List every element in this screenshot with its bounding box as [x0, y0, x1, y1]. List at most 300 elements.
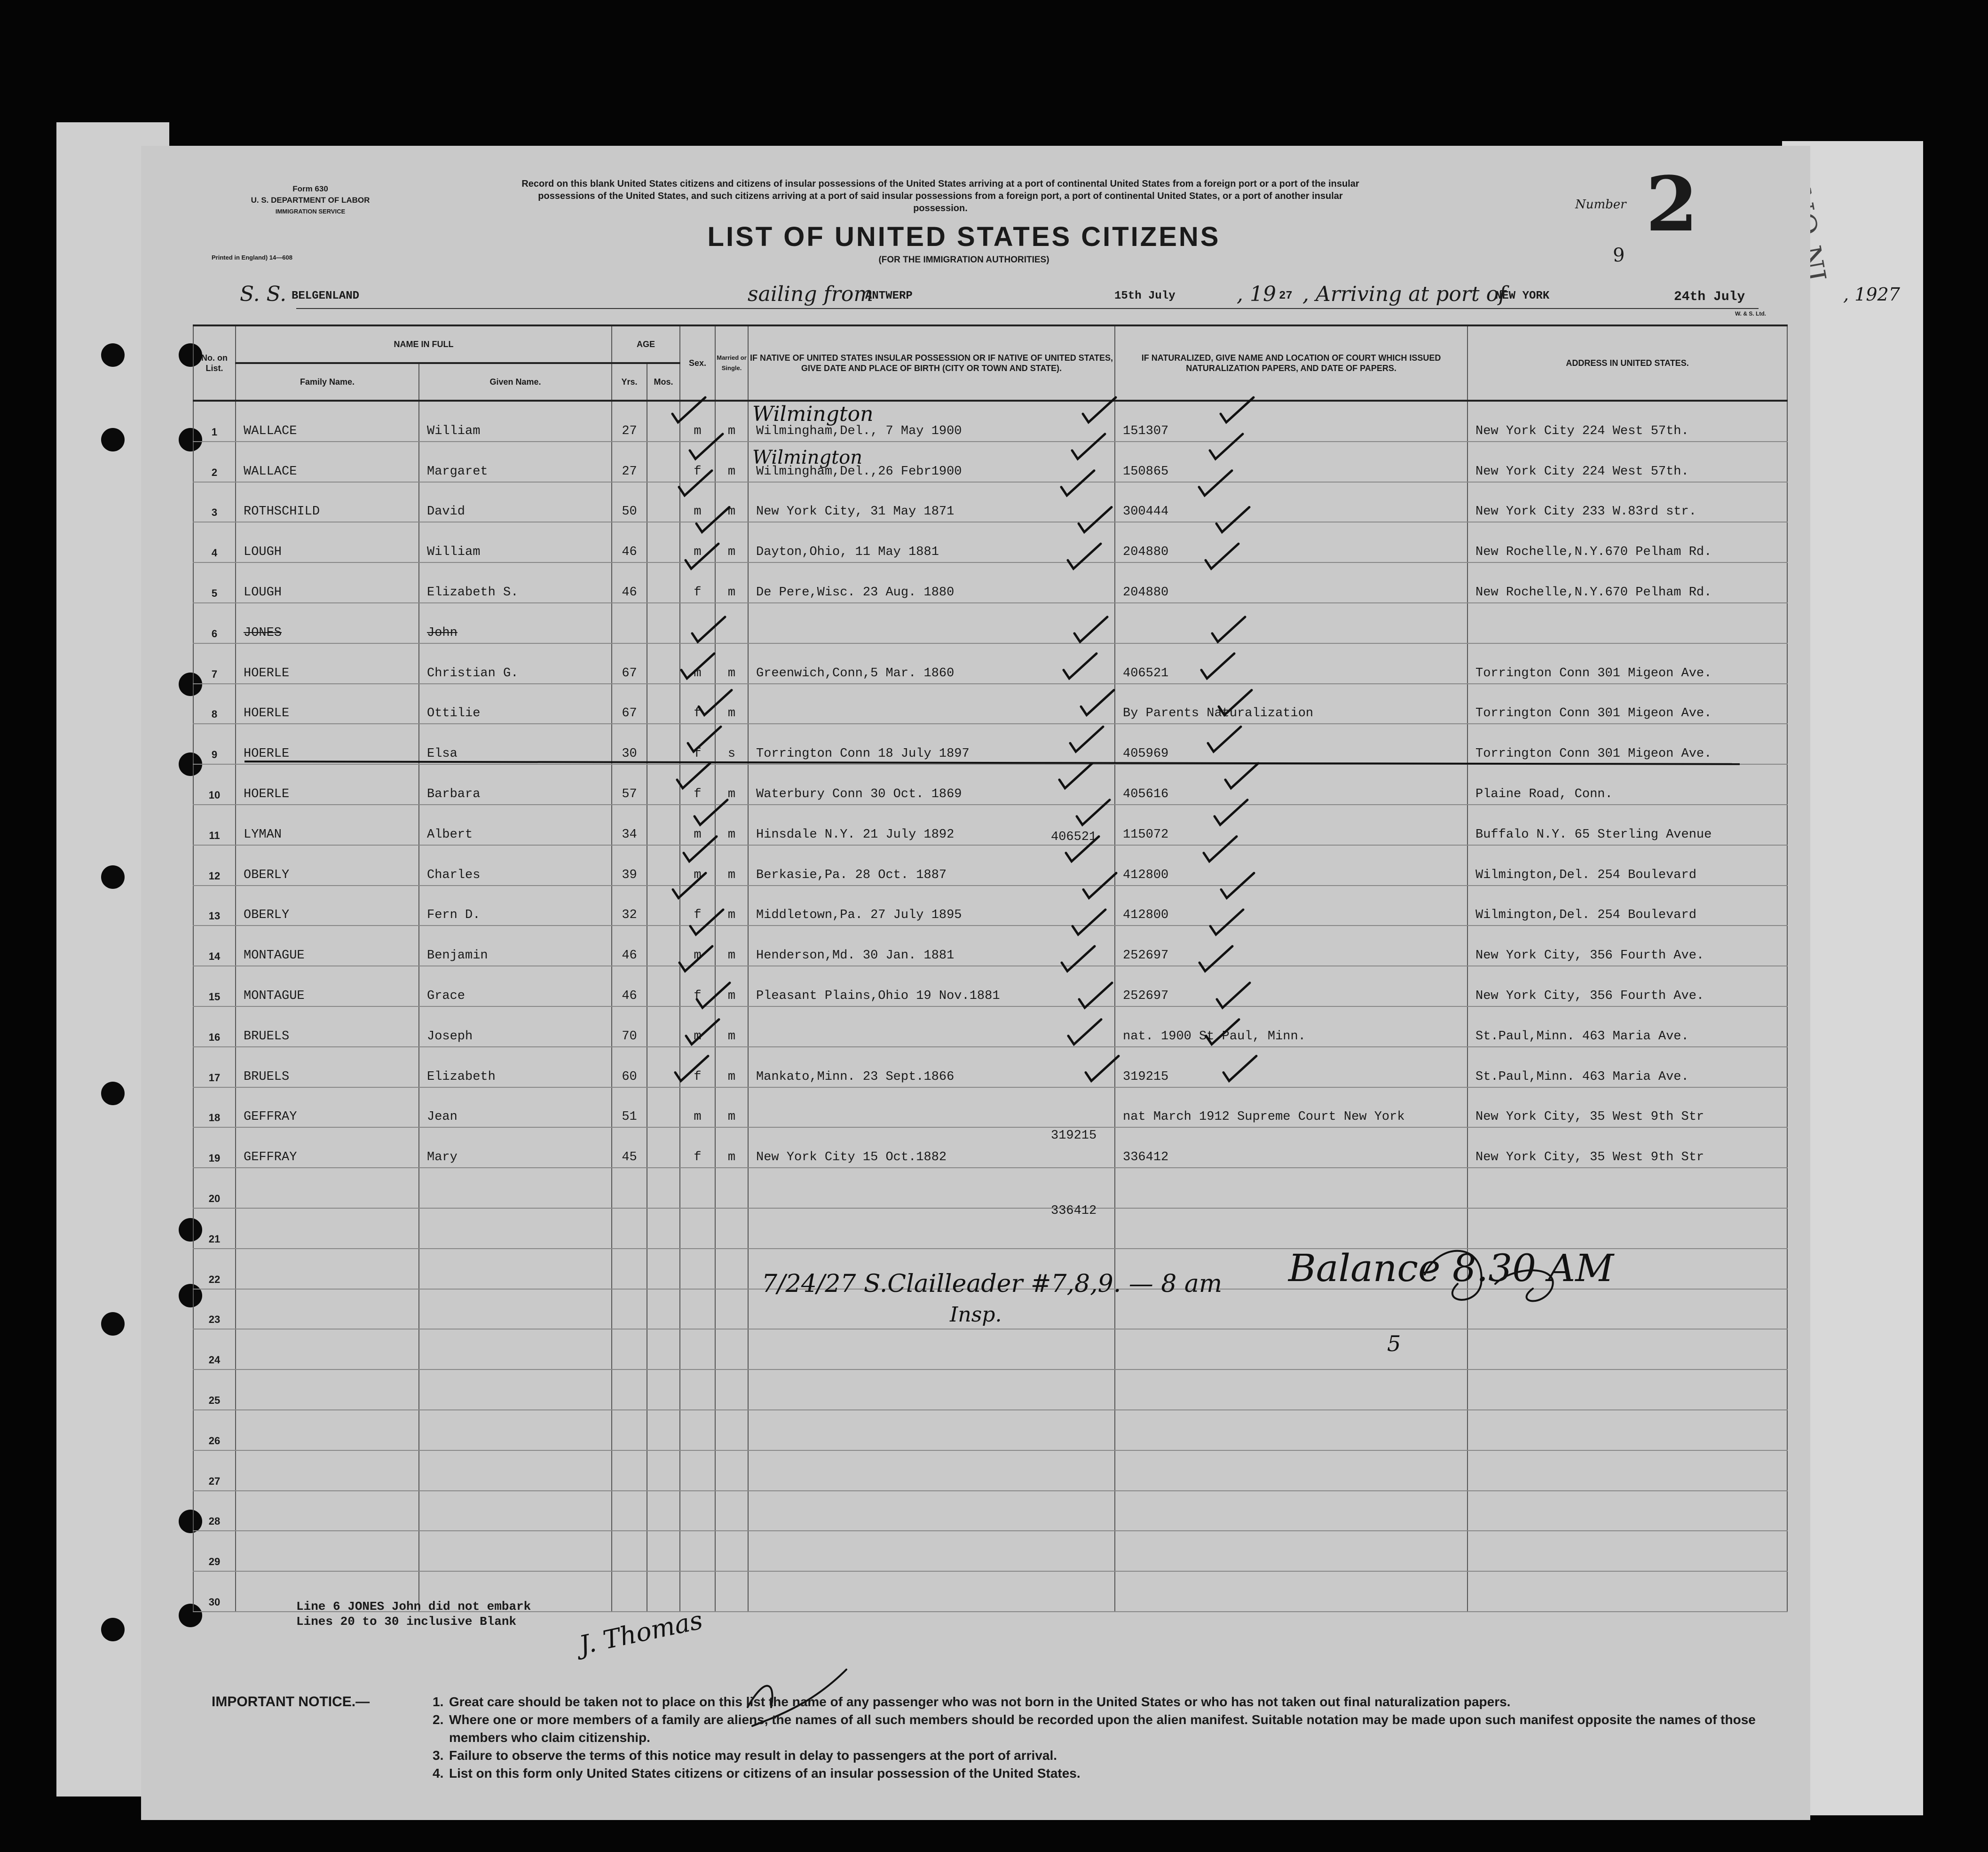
family-name-cell — [236, 1208, 419, 1249]
page-subtitle: (FOR THE IMMIGRATION AUTHORITIES) — [878, 255, 1049, 265]
marital-status-cell: m — [715, 482, 748, 522]
naturalization-cell — [1115, 1168, 1467, 1208]
given-name-cell: Elizabeth S. — [419, 562, 612, 603]
sex-cell — [680, 1329, 715, 1369]
age-years-cell — [612, 1450, 647, 1491]
row-number-cell: 1 — [193, 401, 236, 442]
table-row — [193, 1127, 1787, 1168]
age-years-cell: 32 — [612, 886, 647, 926]
birth-place-date-cell — [748, 1571, 1115, 1612]
age-years-cell — [612, 1571, 647, 1612]
port-to: NEW YORK — [1495, 290, 1550, 302]
sex-cell: f — [680, 1047, 715, 1087]
marital-status-cell — [715, 1450, 748, 1491]
notice-item: 1. Great care should be taken not to place on this list the name of any passenger who was not born in the United States or who has not taken out final naturalization papers. — [433, 1694, 1511, 1709]
sex-cell — [680, 1450, 715, 1491]
sex-cell: f — [680, 562, 715, 603]
age-years-cell: 46 — [612, 562, 647, 603]
naturalization-cell: 204880 — [1115, 562, 1467, 603]
row-number-cell: 5 — [193, 562, 236, 603]
sex-cell — [680, 1289, 715, 1330]
ss-label: S. S. — [240, 282, 287, 306]
marital-status-cell — [715, 1329, 748, 1369]
form-identifier — [212, 183, 409, 217]
age-years-cell — [612, 1289, 647, 1330]
sex-cell: f — [680, 724, 715, 764]
col-no: No. on List. — [193, 325, 236, 401]
family-name-cell: BRUELS — [236, 1047, 419, 1087]
marital-status-cell — [715, 1369, 748, 1410]
birth-place-date-cell: Torrington Conn 18 July 1897 — [748, 724, 1115, 764]
given-name-cell — [419, 1208, 612, 1249]
family-name-cell: OBERLY — [236, 845, 419, 886]
age-years-cell — [612, 603, 647, 643]
age-years-cell: 46 — [612, 926, 647, 966]
row-number-cell: 10 — [193, 764, 236, 805]
age-years-cell — [612, 1531, 647, 1571]
table-row — [193, 1491, 1787, 1531]
marital-status-cell: m — [715, 1047, 748, 1087]
family-name-cell: OBERLY — [236, 886, 419, 926]
sex-cell: f — [680, 684, 715, 724]
given-name-cell: Margaret — [419, 442, 612, 482]
given-name-cell: Benjamin — [419, 926, 612, 966]
age-months-cell — [647, 643, 680, 684]
sex-cell — [680, 1168, 715, 1208]
row-number-cell: 7 — [193, 643, 236, 684]
age-months-cell — [647, 1531, 680, 1571]
birth-place-date-cell — [748, 1410, 1115, 1450]
birth-place-date-cell: Wilmingham,Del., 7 May 1900 — [748, 401, 1115, 442]
family-name-cell: MONTAGUE — [236, 926, 419, 966]
address-cell — [1467, 1491, 1787, 1531]
marital-status-cell — [715, 1531, 748, 1571]
row-number-cell: 16 — [193, 1006, 236, 1047]
age-months-cell — [647, 926, 680, 966]
birth-place-date-cell — [748, 1168, 1115, 1208]
age-years-cell: 70 — [612, 1006, 647, 1047]
given-name-cell: Christian G. — [419, 643, 612, 684]
marital-status-cell: m — [715, 401, 748, 442]
table-row — [193, 886, 1787, 926]
marital-status-cell: s — [715, 724, 748, 764]
naturalization-cell: nat. 1900 St.Paul, Minn. — [1115, 1006, 1467, 1047]
address-cell: Buffalo N.Y. 65 Sterling Avenue — [1467, 805, 1787, 845]
handwritten-wilmington-2: Wilmington — [752, 447, 863, 468]
row-number-cell: 22 — [193, 1249, 236, 1289]
given-name-cell: Albert — [419, 805, 612, 845]
row-number-cell: 13 — [193, 886, 236, 926]
address-cell: Torrington Conn 301 Migeon Ave. — [1467, 724, 1787, 764]
naturalization-cell — [1115, 1531, 1467, 1571]
family-name-cell — [236, 1450, 419, 1491]
marital-status-cell — [715, 1289, 748, 1330]
age-years-cell — [612, 1208, 647, 1249]
row-number-cell: 26 — [193, 1410, 236, 1450]
birth-place-date-cell: Henderson,Md. 30 Jan. 1881 — [748, 926, 1115, 966]
punch-hole — [101, 1082, 125, 1105]
table-row — [193, 1329, 1787, 1369]
address-cell — [1467, 1289, 1787, 1330]
row-number-cell: 17 — [193, 1047, 236, 1087]
given-name-cell — [419, 1369, 612, 1410]
table-row — [193, 684, 1787, 724]
age-years-cell: 57 — [612, 764, 647, 805]
birth-place-date-cell: Middletown,Pa. 27 July 1895 — [748, 886, 1115, 926]
row16-nat-number: 319215 — [1051, 1129, 1097, 1143]
given-name-cell — [419, 1410, 612, 1450]
age-months-cell — [647, 1168, 680, 1208]
family-name-cell: HOERLE — [236, 684, 419, 724]
address-cell — [1467, 1369, 1787, 1410]
birth-place-date-cell — [748, 603, 1115, 643]
naturalization-cell: 150865 — [1115, 442, 1467, 482]
birth-place-date-cell — [748, 1329, 1115, 1369]
col-address: ADDRESS IN UNITED STATES. — [1467, 325, 1787, 401]
table-row — [193, 401, 1787, 442]
notice-label: IMPORTANT NOTICE.— — [212, 1694, 370, 1710]
date-from: 15th July — [1114, 290, 1175, 302]
given-name-cell: Barbara — [419, 764, 612, 805]
sex-cell: m — [680, 1087, 715, 1128]
marital-status-cell — [715, 1208, 748, 1249]
given-name-cell: Mary — [419, 1127, 612, 1168]
age-years-cell — [612, 1168, 647, 1208]
address-cell: Torrington Conn 301 Migeon Ave. — [1467, 643, 1787, 684]
table-row — [193, 724, 1787, 764]
sex-cell: f — [680, 1127, 715, 1168]
table-row — [193, 1208, 1787, 1249]
given-name-cell — [419, 1329, 612, 1369]
table-row — [193, 926, 1787, 966]
table-row — [193, 482, 1787, 522]
address-cell: New York City, 356 Fourth Ave. — [1467, 926, 1787, 966]
record-instructions: Record on this blank United States citizens and citizens of insular possessions of the United States arriving at a port of continental United States from a foreign port or a port of the insular possessions of the United States, and such citizens arriving at a port of said insular possessions from a foreign port, a port of continental United States, or a port of another insular possession. — [521, 179, 1359, 214]
sex-cell — [680, 1531, 715, 1571]
age-months-cell — [647, 603, 680, 643]
given-name-cell — [419, 1249, 612, 1289]
family-name-cell: HOERLE — [236, 764, 419, 805]
marital-status-cell — [715, 1571, 748, 1612]
table-row — [193, 1047, 1787, 1087]
family-name-cell: WALLACE — [236, 401, 419, 442]
family-name-cell: JONES — [236, 603, 419, 643]
given-name-cell — [419, 1450, 612, 1491]
row8-nat-number: 406521 — [1051, 830, 1097, 844]
given-name-cell: Charles — [419, 845, 612, 886]
given-name-cell: Grace — [419, 966, 612, 1006]
age-years-cell: 45 — [612, 1127, 647, 1168]
marital-status-cell: m — [715, 1087, 748, 1128]
marital-status-cell: m — [715, 764, 748, 805]
address-cell: New York City 224 West 57th. — [1467, 442, 1787, 482]
age-years-cell: 46 — [612, 966, 647, 1006]
naturalization-cell: nat March 1912 Supreme Court New York — [1115, 1087, 1467, 1128]
family-name-cell: GEFFRAY — [236, 1087, 419, 1128]
naturalization-cell: 405616 — [1115, 764, 1467, 805]
address-cell: St.Paul,Minn. 463 Maria Ave. — [1467, 1047, 1787, 1087]
table-row — [193, 966, 1787, 1006]
address-cell: New York City, 356 Fourth Ave. — [1467, 966, 1787, 1006]
age-months-cell — [647, 1450, 680, 1491]
sex-cell: m — [680, 845, 715, 886]
row-number-cell: 30 — [193, 1571, 236, 1612]
birth-place-date-cell: Hinsdale N.Y. 21 July 1892 — [748, 805, 1115, 845]
marital-status-cell — [715, 603, 748, 643]
balance-note: Balance 8.30 AM — [1288, 1246, 1614, 1290]
given-name-cell: Elsa — [419, 724, 612, 764]
address-cell — [1467, 1450, 1787, 1491]
naturalization-cell: 252697 — [1115, 926, 1467, 966]
age-months-cell — [647, 482, 680, 522]
table-row — [193, 562, 1787, 603]
passenger-table — [193, 324, 1788, 1612]
marital-status-cell: m — [715, 684, 748, 724]
naturalization-cell — [1115, 1329, 1467, 1369]
age-months-cell — [647, 1329, 680, 1369]
row-number-cell: 12 — [193, 845, 236, 886]
address-cell — [1467, 1329, 1787, 1369]
birth-place-date-cell: Pleasant Plains,Ohio 19 Nov.1881 — [748, 966, 1115, 1006]
voyage-underline — [296, 308, 1759, 309]
age-months-cell — [647, 1249, 680, 1289]
address-cell: New York City 224 West 57th. — [1467, 401, 1787, 442]
sex-cell: f — [680, 966, 715, 1006]
punch-hole — [101, 1312, 125, 1336]
sex-cell: f — [680, 764, 715, 805]
age-months-cell — [647, 966, 680, 1006]
table-row — [193, 1531, 1787, 1571]
age-months-cell — [647, 1127, 680, 1168]
given-name-cell: William — [419, 401, 612, 442]
age-years-cell — [612, 1369, 647, 1410]
family-name-cell: MONTAGUE — [236, 966, 419, 1006]
age-years-cell: 67 — [612, 643, 647, 684]
birth-place-date-cell — [748, 684, 1115, 724]
address-cell: New Rochelle,N.Y.670 Pelham Rd. — [1467, 522, 1787, 562]
address-cell: New York City, 35 West 9th Str — [1467, 1127, 1787, 1168]
age-months-cell — [647, 1289, 680, 1330]
sex-cell: m — [680, 522, 715, 562]
sex-cell — [680, 1491, 715, 1531]
address-cell: Torrington Conn 301 Migeon Ave. — [1467, 684, 1787, 724]
birth-place-date-cell: New York City, 31 May 1871 — [748, 482, 1115, 522]
age-months-cell — [647, 764, 680, 805]
inspector-note: 7/24/27 S.Clailleader #7,8,9. — 8 am — [762, 1270, 1223, 1298]
age-months-cell — [647, 442, 680, 482]
marital-status-cell: m — [715, 522, 748, 562]
row-number-cell: 19 — [193, 1127, 236, 1168]
age-years-cell — [612, 1249, 647, 1289]
age-years-cell: 60 — [612, 1047, 647, 1087]
age-months-cell — [647, 1491, 680, 1531]
birth-place-date-cell: New York City 15 Oct.1882 — [748, 1127, 1115, 1168]
birth-place-date-cell — [748, 1491, 1115, 1531]
date-to: 24th July — [1674, 290, 1745, 304]
birth-place-date-cell: De Pere,Wisc. 23 Aug. 1880 — [748, 562, 1115, 603]
age-months-cell — [647, 562, 680, 603]
family-name-cell — [236, 1329, 419, 1369]
col-married: Married or Single. — [715, 325, 748, 401]
address-cell: New York City, 35 West 9th Str — [1467, 1087, 1787, 1128]
age-months-cell — [647, 1410, 680, 1450]
birth-place-date-cell: Greenwich,Conn,5 Mar. 1860 — [748, 643, 1115, 684]
age-years-cell: 30 — [612, 724, 647, 764]
naturalization-cell: 412800 — [1115, 886, 1467, 926]
row-number-cell: 14 — [193, 926, 236, 966]
sex-cell: m — [680, 1006, 715, 1047]
table-row — [193, 1168, 1787, 1208]
age-months-cell — [647, 1087, 680, 1128]
table-row — [193, 805, 1787, 845]
sex-cell: m — [680, 805, 715, 845]
family-name-cell: HOERLE — [236, 724, 419, 764]
punch-hole — [101, 1618, 125, 1641]
note-line-1: Line 6 JONES John did not embark — [296, 1599, 531, 1614]
birth-place-date-cell: Waterbury Conn 30 Oct. 1869 — [748, 764, 1115, 805]
age-months-cell — [647, 1047, 680, 1087]
table-row — [193, 603, 1787, 643]
table-row — [193, 1369, 1787, 1410]
age-years-cell: 34 — [612, 805, 647, 845]
ship-name: BELGENLAND — [292, 290, 360, 302]
naturalization-cell — [1115, 603, 1467, 643]
row-number-cell: 15 — [193, 966, 236, 1006]
row-number-cell: 23 — [193, 1289, 236, 1330]
age-months-cell — [647, 401, 680, 442]
sex-cell: m — [680, 926, 715, 966]
col-given-name: Given Name. — [419, 363, 612, 401]
birth-place-date-cell: Mankato,Minn. 23 Sept.1866 — [748, 1047, 1115, 1087]
service-name: IMMIGRATION SERVICE — [275, 208, 346, 215]
voyage-line — [240, 282, 1900, 310]
age-months-cell — [647, 1208, 680, 1249]
table-row — [193, 764, 1787, 805]
naturalization-cell: 412800 — [1115, 845, 1467, 886]
family-name-cell — [236, 1249, 419, 1289]
table-row — [193, 643, 1787, 684]
family-name-cell: LYMAN — [236, 805, 419, 845]
naturalization-cell: 319215 — [1115, 1047, 1467, 1087]
sex-cell — [680, 1249, 715, 1289]
address-cell — [1467, 1208, 1787, 1249]
family-name-cell: WALLACE — [236, 442, 419, 482]
given-name-cell: John — [419, 603, 612, 643]
row-number-cell: 28 — [193, 1491, 236, 1531]
marital-status-cell: m — [715, 926, 748, 966]
age-years-cell — [612, 1410, 647, 1450]
given-name-cell: Elizabeth — [419, 1047, 612, 1087]
col-name-in-full: NAME IN FULL — [236, 325, 612, 363]
row18-nat-number: 336412 — [1051, 1204, 1097, 1218]
col-family-name: Family Name. — [236, 363, 419, 401]
given-name-cell: Jean — [419, 1087, 612, 1128]
birth-place-date-cell — [748, 1006, 1115, 1047]
naturalization-cell: 115072 — [1115, 805, 1467, 845]
family-name-cell: LOUGH — [236, 522, 419, 562]
sex-cell: m — [680, 401, 715, 442]
page-title: LIST OF UNITED STATES CITIZENS — [707, 222, 1221, 252]
age-years-cell: 39 — [612, 845, 647, 886]
naturalization-cell — [1115, 1208, 1467, 1249]
age-years-cell — [612, 1491, 647, 1531]
family-name-cell: HOERLE — [236, 643, 419, 684]
note-line-2: Lines 20 to 30 inclusive Blank — [296, 1615, 517, 1629]
naturalization-cell: 406521 — [1115, 643, 1467, 684]
sex-cell: f — [680, 442, 715, 482]
sex-cell — [680, 1369, 715, 1410]
row-number-cell: 4 — [193, 522, 236, 562]
punch-hole — [101, 428, 125, 451]
row-number-cell: 6 — [193, 603, 236, 643]
family-name-cell: BRUELS — [236, 1006, 419, 1047]
family-name-cell — [236, 1369, 419, 1410]
row-number-cell: 27 — [193, 1450, 236, 1491]
given-name-cell: Joseph — [419, 1006, 612, 1047]
marital-status-cell: m — [715, 805, 748, 845]
birth-place-date-cell: Dayton,Ohio, 11 May 1881 — [748, 522, 1115, 562]
col-birth: IF NATIVE OF UNITED STATES INSULAR POSSESSION OR IF NATIVE OF UNITED STATES, GIVE DATE AND PLACE OF BIRTH (CITY OR TOWN AND STATE). — [748, 325, 1115, 401]
marital-status-cell: m — [715, 442, 748, 482]
age-years-cell: 67 — [612, 684, 647, 724]
naturalization-cell: 252697 — [1115, 966, 1467, 1006]
age-years-cell: 50 — [612, 482, 647, 522]
row-number-cell: 18 — [193, 1087, 236, 1128]
birth-place-date-cell: Berkasie,Pa. 28 Oct. 1887 — [748, 845, 1115, 886]
marital-status-cell: m — [715, 886, 748, 926]
given-name-cell — [419, 1491, 612, 1531]
family-name-cell — [236, 1289, 419, 1330]
marital-status-cell: m — [715, 643, 748, 684]
punch-hole — [101, 865, 125, 889]
naturalization-cell: 300444 — [1115, 482, 1467, 522]
year-to: , 1927 — [1843, 284, 1900, 305]
given-name-cell: Fern D. — [419, 886, 612, 926]
naturalization-cell — [1115, 1369, 1467, 1410]
family-name-cell — [236, 1491, 419, 1531]
printer-mark: Printed in England) 14—608 — [212, 254, 292, 261]
family-name-cell — [236, 1531, 419, 1571]
birth-place-date-cell: Wilmingham,Del.,26 Febr1900 — [748, 442, 1115, 482]
sex-cell — [680, 1410, 715, 1450]
col-sex: Sex. — [680, 325, 715, 401]
age-months-cell — [647, 684, 680, 724]
naturalization-cell — [1115, 1450, 1467, 1491]
birth-place-date-cell — [748, 1450, 1115, 1491]
port-from: ANTWERP — [865, 290, 913, 302]
sex-cell: m — [680, 482, 715, 522]
address-cell: New York City 233 W.83rd str. — [1467, 482, 1787, 522]
naturalization-cell: 151307 — [1115, 401, 1467, 442]
marital-status-cell: m — [715, 966, 748, 1006]
row-number-cell: 21 — [193, 1208, 236, 1249]
notice-item: 4. List on this form only United States citizens or citizens of an insular possession of the United States. — [433, 1766, 1081, 1781]
row-number-cell: 25 — [193, 1369, 236, 1410]
marital-status-cell — [715, 1168, 748, 1208]
age-months-cell — [647, 845, 680, 886]
age-months-cell — [647, 1369, 680, 1410]
naturalization-cell: By Parents Naturalization — [1115, 684, 1467, 724]
marital-status-cell — [715, 1249, 748, 1289]
row-number-cell: 2 — [193, 442, 236, 482]
address-cell: Wilmington,Del. 254 Boulevard — [1467, 845, 1787, 886]
family-name-cell — [236, 1410, 419, 1450]
birth-place-date-cell — [748, 1369, 1115, 1410]
marital-status-cell — [715, 1410, 748, 1450]
given-name-cell — [419, 1531, 612, 1571]
marital-status-cell — [715, 1491, 748, 1531]
sailing-label: sailing from — [748, 282, 874, 306]
